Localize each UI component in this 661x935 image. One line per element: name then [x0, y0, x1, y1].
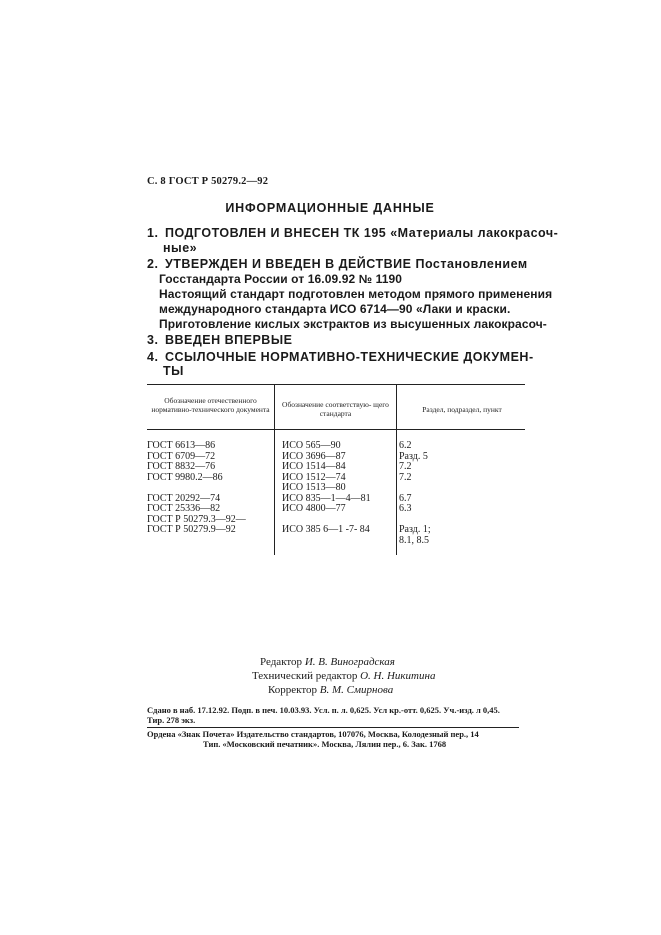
table-cell: ГОСТ 8832—76	[147, 461, 216, 472]
table-cell	[147, 483, 246, 494]
section-heading: УТВЕРЖДЕН И ВВЕДЕН В ДЕЙСТВИЕ Постановлением	[164, 257, 528, 271]
section-2	[147, 257, 528, 271]
table-cell	[399, 483, 431, 494]
section-number: 2.	[147, 257, 159, 271]
imprint-line: Тир. 278 экз.	[147, 715, 196, 725]
table-cell: 6.2	[399, 440, 412, 451]
imprint-line: Сдано в наб. 17.12.92. Подп. в печ. 10.03.93. Усл. п. л. 0,625. Усл кр.-отт. 0,625. Уч.-изд. л 0,45.	[147, 705, 500, 715]
section-number: 1.	[147, 226, 159, 240]
table-column-divider	[274, 384, 275, 555]
table-header-standard: Обозначение соответствую- щего стандарта	[282, 400, 389, 418]
table-column-section	[399, 441, 431, 546]
publisher-line: Ордена «Знак Почета» Издательство стандартов, 107076, Москва, Колодезный пер., 14	[147, 729, 479, 739]
table-header-national: Обозначение отечественного нормативно-технического документа	[151, 396, 270, 414]
table-column-national	[147, 441, 246, 536]
section-heading: ВВЕДЕН ВПЕРВЫЕ	[164, 333, 293, 347]
table-cell: 7.2	[399, 461, 412, 472]
credit-editor	[260, 656, 395, 668]
table-cell: ИСО 4800—77	[282, 503, 346, 514]
table-cell: ИСО 1513—80	[282, 482, 346, 493]
section-1	[147, 226, 558, 240]
section-2-line: Приготовление кислых экстрактов из высушенных лакокрасоч-	[159, 317, 547, 331]
table-cell: ГОСТ Р 50279.3—92—	[147, 513, 246, 525]
table-cell: ИСО 835—1—4—81	[282, 492, 371, 504]
credit-name: О. Н. Никитина	[360, 670, 436, 682]
credit-corrector	[268, 684, 393, 696]
section-4	[147, 350, 534, 364]
section-heading: ПОДГОТОВЛЕН И ВНЕСЕН ТК 195 «Материалы лакокрасоч-	[164, 226, 559, 240]
table-cell: ГОСТ 25336—82	[147, 503, 221, 514]
table-cell: ИСО 3696—87	[282, 450, 346, 462]
table-cell: ГОСТ 9980.2—86	[147, 471, 223, 483]
section-2-line: международного стандарта ИСО 6714—90 «Лаки и краски.	[159, 302, 511, 316]
table-cell: 7.2	[399, 471, 412, 483]
table-cell: ИСО 1512—74	[282, 471, 346, 483]
table-column-divider	[396, 384, 397, 555]
table-header-section: Раздел, подраздел, пункт	[422, 405, 502, 414]
table-cell: Разд. 5	[399, 450, 428, 462]
imprint-rule	[147, 727, 519, 728]
table-cell: ИСО 385 6—1 -7- 84	[282, 524, 370, 535]
table-cell: ГОСТ Р 50279.9—92	[147, 524, 236, 535]
table-cell: Разд. 1;	[399, 524, 431, 535]
section-4-continuation: ТЫ	[163, 364, 184, 378]
table-cell: 6.3	[399, 503, 412, 514]
credit-label: Корректор	[268, 684, 318, 696]
section-3	[147, 333, 292, 347]
section-2-line: Госстандарта России от 16.09.92 № 1190	[159, 272, 403, 286]
table-cell: ИСО 565—90	[282, 440, 341, 451]
section-number: 3.	[147, 333, 159, 347]
page-header: С. 8 ГОСТ Р 50279.2—92	[147, 176, 269, 187]
credit-name: В. М. Смирнова	[319, 684, 394, 696]
table-column-standard	[282, 441, 371, 536]
section-2-line: Настоящий стандарт подготовлен методом прямого применения	[159, 287, 553, 301]
credit-tech-editor	[252, 670, 435, 682]
table-cell: ГОСТ 6613—86	[147, 440, 216, 451]
table-cell: 6.7	[399, 492, 412, 504]
table-header-rule	[147, 429, 525, 430]
table-cell: ГОСТ 6709—72	[147, 450, 216, 462]
credit-label: Редактор	[260, 656, 303, 668]
table-cell: 8.1, 8.5	[399, 534, 429, 546]
page-title: ИНФОРМАЦИОННЫЕ ДАННЫЕ	[225, 201, 435, 215]
section-number: 4.	[147, 350, 159, 364]
table-top-rule	[147, 384, 525, 385]
printer-line: Тип. «Московский печатник». Москва, Лялин пер., 6. Зак. 1768	[203, 739, 447, 749]
section-heading: ССЫЛОЧНЫЕ НОРМАТИВНО-ТЕХНИЧЕСКИЕ ДОКУМЕН-	[164, 350, 534, 364]
reference-table	[147, 384, 525, 555]
section-1-continuation: ные»	[163, 241, 198, 255]
credit-label: Технический редактор	[252, 670, 358, 682]
table-cell: ГОСТ 20292—74	[147, 492, 221, 504]
table-cell: ИСО 1514—84	[282, 461, 346, 472]
credit-name: И. В. Виноградская	[304, 656, 395, 668]
